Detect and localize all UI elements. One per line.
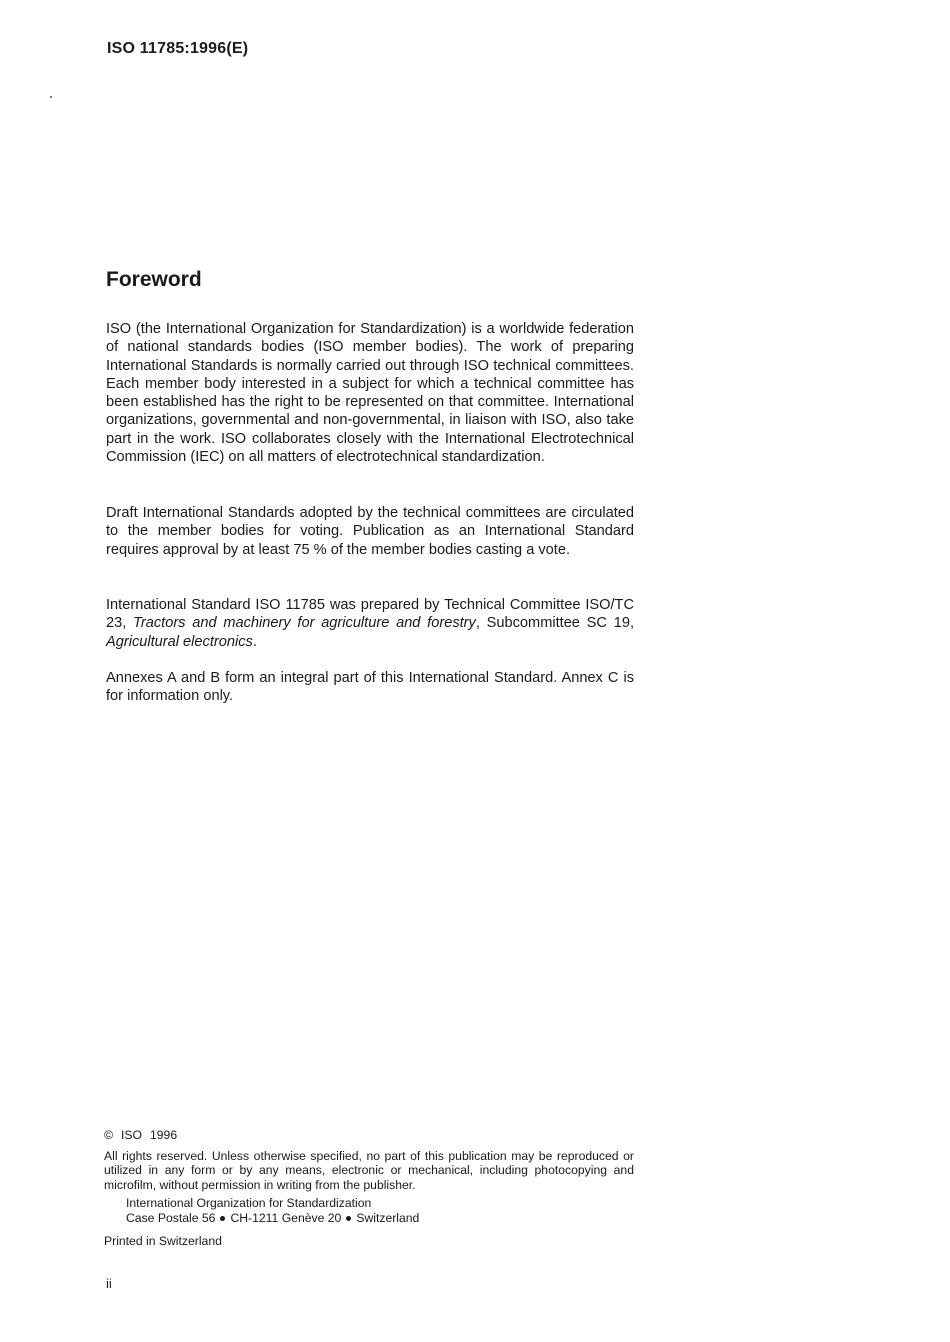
publisher-address <box>126 1196 634 1225</box>
copyright-symbol: © <box>104 1128 113 1142</box>
page-number: ii <box>106 1276 112 1291</box>
address-line <box>126 1211 634 1226</box>
address-part-1: Case Postale 56 <box>126 1210 216 1225</box>
address-part-3: Switzerland <box>356 1210 420 1225</box>
printed-in: Printed in Switzerland <box>104 1233 222 1248</box>
subcommittee-title: Agricultural electronics <box>106 633 253 650</box>
foreword-heading: Foreword <box>106 268 202 291</box>
copyright-footer <box>104 1128 634 1248</box>
paragraph-3-suffix: . <box>252 633 257 650</box>
foreword-paragraph-2: Draft International Standards adopted by the technical committees are circulated to the member bodies for voting. Publication as an International Standard requires approval by at least 75 % of the member bodies casting a vote. <box>106 505 634 558</box>
org-name: International Organization for Standardization <box>126 1196 372 1211</box>
scan-speck <box>50 96 52 98</box>
copyright-org: ISO <box>120 1128 142 1142</box>
rights-notice: All rights reserved. Unless otherwise specified, no part of this publication may be reproduced or utilized in any form or by any means, electronic or mechanical, including photocopying and microfilm, without permission in writing from the publisher. <box>104 1148 634 1192</box>
copyright-year: 1996 <box>149 1128 178 1142</box>
address-part-2: CH-1211 Genève 20 <box>230 1210 342 1225</box>
paragraph-3-prefix: International Standard ISO 11785 was prepared by Technical Committee ISO/TC 23, <box>106 597 634 632</box>
bullet-dot-icon <box>220 1216 225 1221</box>
committee-title: Tractors and machinery for agriculture and forestry <box>133 615 476 632</box>
paragraph-3-middle: , Subcommittee SC 19, <box>475 615 634 632</box>
foreword-paragraph-1: ISO (the International Organization for Standardization) is a worldwide federation of national standards bodies (ISO member bodies). The work of preparing International Standards is normally carried out through ISO technical committees. Each member body interested in a subject for which a technical committee has been established has the right to be represented on that committee. International organizations, governmental and non-governmental, in liaison with ISO, also take part in the work. ISO collaborates closely with the International Electrotechnical Commission (IEC) on all matters of electrotechnical standardization. <box>106 321 634 466</box>
document-id: ISO 11785:1996(E) <box>107 40 249 57</box>
foreword-paragraph-4: Annexes A and B form an integral part of this International Standard. Annex C is for information only. <box>106 670 634 705</box>
copyright-line <box>104 1128 634 1143</box>
foreword-paragraph-3 <box>106 596 634 651</box>
bullet-dot-icon <box>346 1216 351 1221</box>
